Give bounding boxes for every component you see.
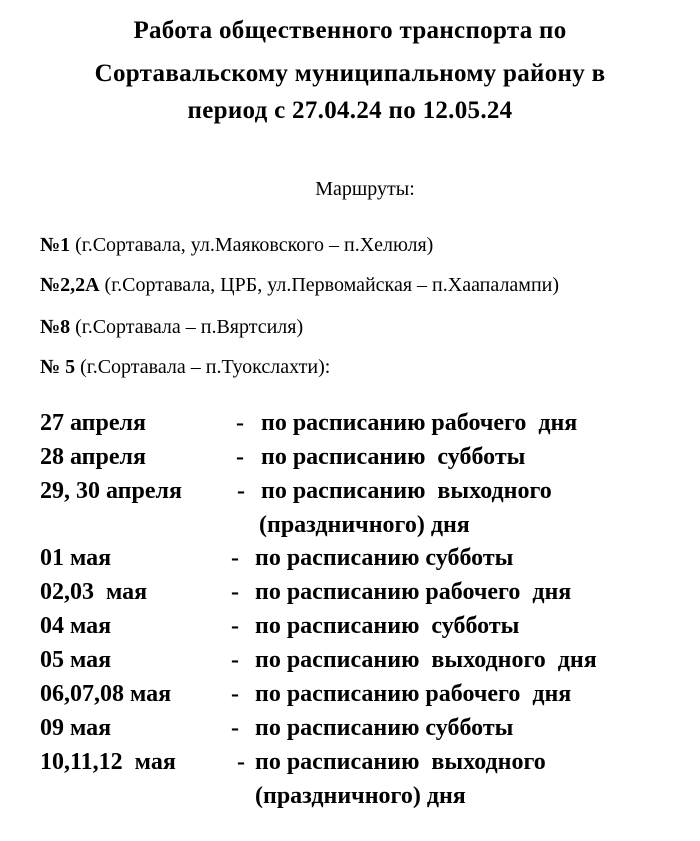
schedule-dash: - [231, 545, 239, 571]
schedule-description: по расписанию выходного [255, 749, 546, 775]
schedule-date: 04 мая [40, 613, 112, 639]
schedule-date: 02,03 мая [40, 579, 148, 605]
route-description: (г.Сортавала, ЦРБ, ул.Первомайская – п.Хаапалампи) [99, 274, 560, 296]
schedule-description-continuation: (праздничного) дня [255, 783, 466, 809]
document-title-line-3: период с 27.04.24 по 12.05.24 [187, 97, 513, 124]
schedule-date: 28 апреля [40, 444, 146, 470]
schedule-date: 09 мая [40, 715, 112, 741]
schedule-dash: - [231, 579, 239, 605]
schedule-description: по расписанию субботы [261, 444, 526, 470]
schedule-description: по расписанию рабочего дня [255, 579, 572, 605]
schedule-description: по расписанию субботы [255, 545, 514, 571]
route-number: №1 [40, 234, 71, 256]
schedule-dash: - [231, 681, 239, 707]
schedule-date: 29, 30 апреля [40, 478, 182, 504]
schedule-description: по расписанию выходного [261, 478, 552, 504]
schedule-description: по расписанию выходного дня [255, 647, 597, 673]
schedule-description: по расписанию субботы [255, 715, 514, 741]
schedule-dash: - [236, 410, 244, 436]
schedule-date: 27 апреля [40, 410, 146, 436]
schedule-dash: - [231, 715, 239, 741]
route-item [40, 357, 330, 377]
schedule-date: 05 мая [40, 647, 112, 673]
schedule-description: по расписанию рабочего дня [261, 410, 578, 436]
schedule-date: 06,07,08 мая [40, 681, 172, 707]
routes-heading: Маршруты: [315, 178, 415, 200]
route-item [40, 275, 559, 295]
route-description: (г.Сортавала, ул.Маяковского – п.Хелюля) [70, 234, 434, 256]
schedule-date: 10,11,12 мая [40, 749, 176, 775]
route-number: № 5 [40, 356, 76, 378]
schedule-description: по расписанию рабочего дня [255, 681, 572, 707]
route-description: (г.Сортавала – п.Вяртсиля) [70, 316, 304, 338]
schedule-date: 01 мая [40, 545, 112, 571]
schedule-description-continuation: (праздничного) дня [259, 512, 470, 538]
schedule-description: по расписанию субботы [255, 613, 520, 639]
schedule-dash: - [237, 749, 245, 775]
route-number: №8 [40, 316, 71, 338]
route-number: №2,2А [40, 274, 100, 296]
schedule-dash: - [231, 647, 239, 673]
route-item [40, 317, 303, 337]
schedule-dash: - [237, 478, 245, 504]
document-title-line-1: Работа общественного транспорта по [133, 17, 567, 44]
schedule-dash: - [231, 613, 239, 639]
route-description: (г.Сортавала – п.Туокслахти): [75, 356, 331, 378]
route-item [40, 235, 433, 255]
schedule-dash: - [236, 444, 244, 470]
document-title-line-2: Сортавальскому муниципальному району в [94, 60, 606, 87]
